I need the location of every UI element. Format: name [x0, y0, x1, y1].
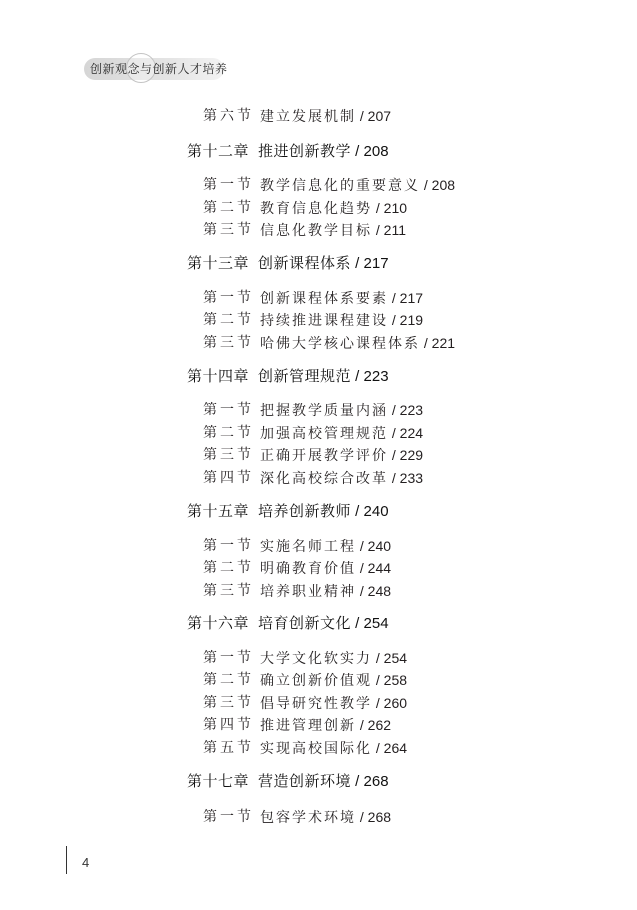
toc-page-number: / 254: [372, 650, 408, 666]
toc-section-title: 建立发展机制 / 207: [260, 108, 392, 125]
toc-page-number: / 210: [372, 200, 408, 216]
toc-page-number: / 264: [372, 740, 408, 756]
toc-page-number: / 229: [388, 447, 424, 463]
toc-chapter-title: 培育创新文化 / 254: [258, 614, 389, 632]
toc-section-label: 第六节: [203, 108, 254, 124]
toc-page-number: / 208: [351, 143, 389, 160]
toc-chapter-label: 第十三章: [187, 254, 250, 272]
toc-section-label: 第三节: [203, 583, 254, 599]
toc-page-number: / 207: [356, 108, 392, 124]
toc-page-number: / 224: [388, 425, 424, 441]
toc-section-label: 第一节: [203, 177, 254, 193]
toc-page-number: / 217: [388, 290, 424, 306]
toc-section-label: 第一节: [203, 538, 254, 554]
toc-section-title: 明确教育价值 / 244: [260, 560, 392, 577]
toc-section-label: 第一节: [203, 809, 254, 825]
running-header-title: 创新观念与创新人才培养: [90, 62, 228, 76]
toc-page-number: / 208: [420, 177, 456, 193]
toc-section-title: 把握教学质量内涵 / 223: [260, 402, 424, 419]
toc-section-title: 持续推进课程建设 / 219: [260, 312, 424, 329]
toc-chapter-title: 推进创新教学 / 208: [258, 142, 389, 160]
toc-section-label: 第一节: [203, 402, 254, 418]
toc-section-title: 实现高校国际化 / 264: [260, 740, 408, 757]
toc-section-title: 创新课程体系要素 / 217: [260, 290, 424, 307]
toc-section-title: 哈佛大学核心课程体系 / 221: [260, 335, 456, 352]
toc-chapter-title: 培养创新教师 / 240: [258, 502, 389, 520]
toc-section-title: 包容学术环境 / 268: [260, 809, 392, 826]
toc-page-number: / 233: [388, 470, 424, 486]
toc-section-title: 确立创新价值观 / 258: [260, 672, 408, 689]
toc-chapter-label: 第十二章: [187, 142, 250, 160]
toc-page-number: / 223: [388, 402, 424, 418]
toc-section-label: 第三节: [203, 222, 254, 238]
toc-section-label: 第三节: [203, 335, 254, 351]
toc-section-label: 第一节: [203, 290, 254, 306]
toc-section-title: 培养职业精神 / 248: [260, 583, 392, 600]
toc-section-label: 第四节: [203, 717, 254, 733]
toc-section-title: 加强高校管理规范 / 224: [260, 425, 424, 442]
toc-section-label: 第三节: [203, 447, 254, 463]
toc-section-title: 正确开展教学评价 / 229: [260, 447, 424, 464]
toc-page-number: / 211: [372, 222, 406, 238]
toc-section-title: 大学文化软实力 / 254: [260, 650, 408, 667]
toc-page-number: / 248: [356, 583, 392, 599]
toc-page-number: / 260: [372, 695, 408, 711]
toc-section-label: 第四节: [203, 470, 254, 486]
page-number: 4: [82, 855, 90, 870]
toc-page-number: / 217: [351, 255, 389, 272]
toc-page-number: / 219: [388, 312, 424, 328]
toc-section-title: 深化高校综合改革 / 233: [260, 470, 424, 487]
toc-page-number: / 240: [356, 538, 392, 554]
toc-page-number: / 223: [351, 368, 389, 385]
toc-section-label: 第一节: [203, 650, 254, 666]
toc-section-label: 第三节: [203, 695, 254, 711]
toc-section-label: 第二节: [203, 560, 254, 576]
toc-section-label: 第五节: [203, 740, 254, 756]
toc-page-number: / 268: [351, 773, 389, 790]
toc-chapter-label: 第十六章: [187, 614, 250, 632]
toc-section-label: 第二节: [203, 425, 254, 441]
toc-page-number: / 268: [356, 809, 392, 825]
toc-section-label: 第二节: [203, 312, 254, 328]
toc-section-title: 教育信息化趋势 / 210: [260, 200, 408, 217]
toc-chapter-title: 营造创新环境 / 268: [258, 772, 389, 790]
toc-page-number: / 221: [420, 335, 456, 351]
toc-chapter-label: 第十四章: [187, 367, 250, 385]
toc-chapter-label: 第十七章: [187, 772, 250, 790]
toc-chapter-label: 第十五章: [187, 502, 250, 520]
toc-section-title: 教学信息化的重要意义 / 208: [260, 177, 456, 194]
toc-page-number: / 254: [351, 615, 389, 632]
toc-page-number: / 262: [356, 717, 392, 733]
toc-chapter-title: 创新管理规范 / 223: [258, 367, 389, 385]
toc-section-label: 第二节: [203, 672, 254, 688]
toc-section-title: 推进管理创新 / 262: [260, 717, 392, 734]
toc-page-number: / 244: [356, 560, 392, 576]
footer-rule: [66, 846, 67, 874]
toc-page-number: / 240: [351, 503, 389, 520]
toc-chapter-title: 创新课程体系 / 217: [258, 254, 389, 272]
toc-section-label: 第二节: [203, 200, 254, 216]
toc-section-title: 信息化教学目标 / 211: [260, 222, 406, 239]
toc-page-number: / 258: [372, 672, 408, 688]
toc-section-title: 实施名师工程 / 240: [260, 538, 392, 555]
toc-section-title: 倡导研究性教学 / 260: [260, 695, 408, 712]
